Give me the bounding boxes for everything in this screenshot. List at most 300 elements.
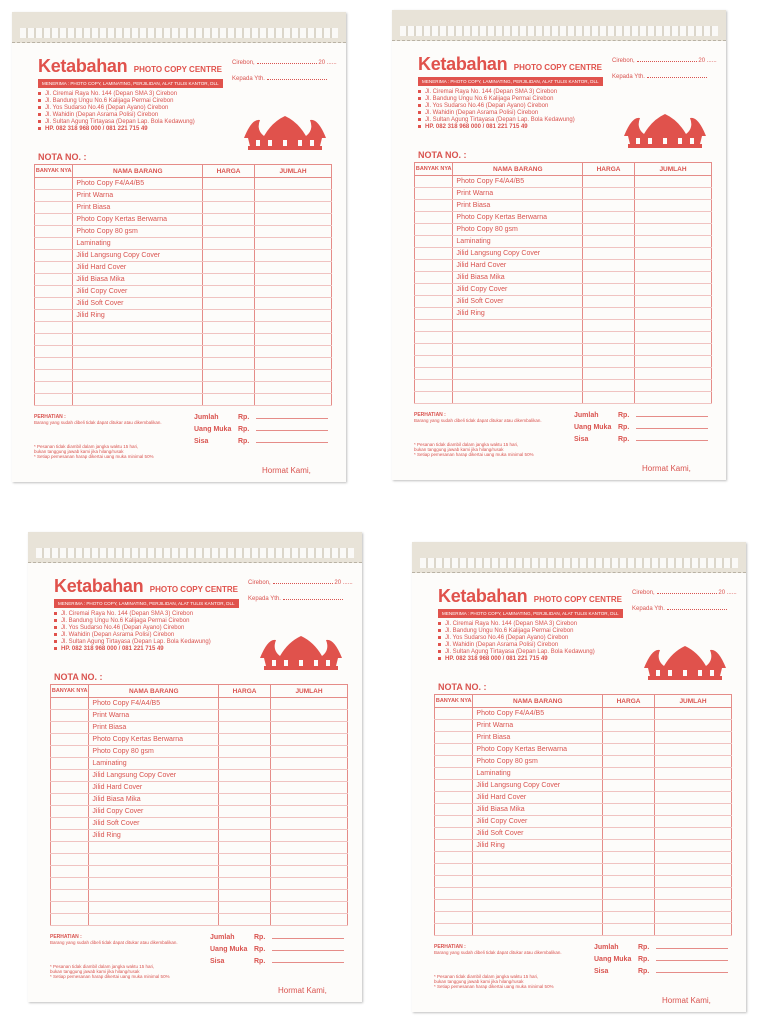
item-name-cell	[89, 842, 219, 854]
table-row	[35, 334, 332, 346]
table-row	[35, 370, 332, 382]
qty-cell	[51, 734, 89, 746]
rumah-gadang-logo	[622, 114, 708, 150]
phone-text: HP. 082 318 968 000 / 081 221 715 49	[445, 656, 548, 662]
address-list	[38, 91, 195, 133]
column-header: JUMLAH	[254, 165, 331, 178]
column-header: JUMLAH	[654, 695, 731, 708]
year-label: 20 ......	[334, 580, 353, 586]
totals-block	[210, 934, 344, 970]
terms-notes	[434, 974, 554, 989]
amount-cell	[254, 298, 331, 310]
total-value-line	[636, 428, 708, 429]
item-name-cell: Photo Copy 80 gsm	[453, 224, 583, 236]
price-cell	[203, 358, 255, 370]
qty-cell	[35, 202, 73, 214]
bullet-icon	[438, 636, 441, 639]
table-row	[435, 852, 732, 864]
address-text: Jl. Wahidin (Depan Asrama Polisi) Cirebon	[61, 632, 175, 638]
total-row	[194, 438, 328, 450]
item-name-cell: Jilid Ring	[73, 310, 203, 322]
amount-cell	[654, 720, 731, 732]
qty-cell	[51, 782, 89, 794]
item-name-cell: Jilid Hard Cover	[473, 792, 603, 804]
total-label: Jumlah	[574, 412, 599, 419]
qty-cell	[435, 840, 473, 852]
bullet-icon	[38, 92, 41, 95]
table-row	[435, 792, 732, 804]
table-row	[415, 236, 712, 248]
nota-number-label: NOTA NO. :	[418, 150, 467, 160]
amount-cell	[634, 260, 711, 272]
qty-cell	[35, 322, 73, 334]
price-cell	[219, 806, 271, 818]
item-name-cell: Jilid Langsung Copy Cover	[473, 780, 603, 792]
column-header: NAMA BARANG	[453, 163, 583, 176]
amount-cell	[270, 722, 347, 734]
footer-block	[434, 944, 732, 1005]
price-cell	[603, 780, 655, 792]
amount-cell	[634, 272, 711, 284]
item-name-cell	[453, 380, 583, 392]
item-name-cell	[473, 912, 603, 924]
table-row	[51, 914, 348, 926]
qty-cell	[35, 274, 73, 286]
table-row	[35, 298, 332, 310]
recipient-block	[632, 590, 737, 622]
address-line	[54, 632, 211, 639]
table-row	[415, 200, 712, 212]
bullet-icon	[418, 118, 421, 121]
phone-line	[54, 646, 211, 653]
city-label: Cirebon,	[612, 58, 635, 64]
nota-number-label: NOTA NO. :	[54, 672, 103, 682]
item-name-cell	[473, 900, 603, 912]
item-name-cell: Photo Copy F4/A4/B5	[73, 178, 203, 190]
item-name-cell: Jilid Biasa Mika	[473, 804, 603, 816]
item-name-cell	[453, 332, 583, 344]
table-row	[51, 842, 348, 854]
phone-line	[438, 656, 595, 663]
item-name-cell	[89, 890, 219, 902]
table-row	[435, 912, 732, 924]
services-banner: MENERIMA : PHOTO COPY, LAMINATING, PERJILIDAN, ALAT TULIS KANTOR, DLL	[38, 79, 223, 88]
item-name-cell: Print Biasa	[473, 732, 603, 744]
item-name-cell: Photo Copy F4/A4/B5	[473, 708, 603, 720]
rumah-gadang-logo	[642, 646, 728, 682]
nota-number-label: NOTA NO. :	[38, 152, 87, 162]
total-label: Sisa	[194, 438, 209, 445]
brand-header	[418, 54, 602, 75]
amount-cell	[254, 202, 331, 214]
item-name-cell	[73, 358, 203, 370]
item-name-cell: Jilid Langsung Copy Cover	[73, 250, 203, 262]
price-cell	[603, 924, 655, 936]
qty-cell	[51, 698, 89, 710]
total-row	[210, 946, 344, 958]
qty-cell	[35, 178, 73, 190]
price-cell	[219, 902, 271, 914]
perhatian-text: Barang yang sudah dibeli tidak dapat ditukar atau dikembalikan.	[414, 418, 542, 423]
price-cell	[583, 308, 635, 320]
table-row	[415, 212, 712, 224]
currency-label: Rp.	[254, 958, 266, 965]
table-row	[35, 310, 332, 322]
amount-cell	[634, 356, 711, 368]
item-name-cell: Photo Copy Kertas Berwarna	[73, 214, 203, 226]
item-name-cell: Laminating	[453, 236, 583, 248]
amount-cell	[254, 214, 331, 226]
item-name-cell: Jilid Langsung Copy Cover	[453, 248, 583, 260]
bullet-icon	[418, 90, 421, 93]
table-row	[415, 176, 712, 188]
price-cell	[203, 262, 255, 274]
tear-edge	[400, 26, 718, 36]
qty-cell	[435, 792, 473, 804]
column-header: HARGA	[219, 685, 271, 698]
kepada-label: Kepada Yth.	[248, 596, 281, 602]
price-cell	[583, 224, 635, 236]
price-cell	[583, 356, 635, 368]
currency-label: Rp.	[638, 968, 650, 975]
price-cell	[583, 200, 635, 212]
year-label: 20 ......	[698, 58, 717, 64]
price-cell	[603, 828, 655, 840]
qty-cell	[435, 828, 473, 840]
term-note: * Pesanan tidak diambil dalam jangka waktu 15 hari,	[434, 974, 539, 979]
total-label: Jumlah	[594, 944, 619, 951]
amount-cell	[654, 780, 731, 792]
amount-cell	[270, 806, 347, 818]
price-cell	[203, 334, 255, 346]
amount-cell	[270, 914, 347, 926]
item-name-cell: Jilid Soft Cover	[473, 828, 603, 840]
table-row	[435, 744, 732, 756]
brand-name: Ketabahan	[418, 54, 508, 74]
address-line	[38, 105, 195, 112]
amount-cell	[634, 368, 711, 380]
amount-cell	[270, 794, 347, 806]
qty-cell	[415, 320, 453, 332]
amount-cell	[634, 248, 711, 260]
item-name-cell	[473, 924, 603, 936]
total-row	[574, 424, 708, 436]
price-cell	[203, 226, 255, 238]
total-label: Sisa	[574, 436, 589, 443]
amount-cell	[634, 200, 711, 212]
closing-signature: Hormat Kami,	[642, 464, 691, 473]
price-cell	[603, 876, 655, 888]
perhatian-label: PERHATIAN :	[50, 934, 82, 940]
pad-binding	[12, 12, 346, 43]
price-cell	[583, 380, 635, 392]
recipient-line	[647, 77, 707, 78]
table-row	[51, 890, 348, 902]
table-row	[35, 178, 332, 190]
price-cell	[219, 734, 271, 746]
amount-cell	[254, 178, 331, 190]
address-line	[438, 628, 595, 635]
perhatian-label: PERHATIAN :	[434, 944, 466, 950]
table-header-row	[435, 695, 732, 708]
price-cell	[219, 914, 271, 926]
amount-cell	[654, 744, 731, 756]
receipt-pad	[28, 532, 362, 1002]
amount-cell	[270, 878, 347, 890]
price-cell	[583, 236, 635, 248]
amount-cell	[654, 732, 731, 744]
table-row	[415, 224, 712, 236]
item-name-cell	[473, 888, 603, 900]
address-line	[54, 639, 211, 646]
table-row	[435, 804, 732, 816]
column-header: NAMA BARANG	[473, 695, 603, 708]
amount-cell	[254, 394, 331, 406]
amount-cell	[654, 792, 731, 804]
item-name-cell	[453, 392, 583, 404]
table-row	[415, 284, 712, 296]
address-text: Jl. Yos Sudarso No.46 (Depan Ayano) Cirebon	[45, 105, 169, 111]
kepada-label: Kepada Yth.	[232, 76, 265, 82]
address-line	[438, 649, 595, 656]
brand-header	[54, 576, 238, 597]
qty-cell	[435, 816, 473, 828]
date-line	[257, 63, 317, 64]
table-row	[435, 768, 732, 780]
recipient-block	[248, 580, 353, 612]
table-row	[415, 260, 712, 272]
totals-block	[574, 412, 708, 448]
bullet-icon	[438, 622, 441, 625]
total-label: Uang Muka	[194, 426, 232, 433]
item-name-cell	[73, 322, 203, 334]
table-row	[435, 888, 732, 900]
qty-cell	[35, 190, 73, 202]
qty-cell	[415, 176, 453, 188]
amount-cell	[634, 320, 711, 332]
total-row	[574, 412, 708, 424]
term-note: * Pesanan tidak diambil dalam jangka waktu 15 hari,	[34, 444, 139, 449]
table-row	[435, 876, 732, 888]
qty-cell	[51, 794, 89, 806]
address-line	[438, 642, 595, 649]
amount-cell	[270, 890, 347, 902]
address-line	[38, 119, 195, 126]
amount-cell	[654, 840, 731, 852]
price-cell	[219, 746, 271, 758]
item-name-cell: Jilid Copy Cover	[473, 816, 603, 828]
item-name-cell: Jilid Hard Cover	[453, 260, 583, 272]
qty-cell	[435, 804, 473, 816]
brand-name: Ketabahan	[54, 576, 144, 596]
item-name-cell: Jilid Hard Cover	[73, 262, 203, 274]
total-value-line	[656, 972, 728, 973]
address-line	[418, 96, 575, 103]
year-label: 20 ......	[318, 60, 337, 66]
price-cell	[219, 866, 271, 878]
price-cell	[219, 878, 271, 890]
qty-cell	[35, 262, 73, 274]
bullet-icon	[438, 650, 441, 653]
amount-cell	[634, 332, 711, 344]
item-name-cell: Print Warna	[453, 188, 583, 200]
qty-cell	[415, 248, 453, 260]
price-cell	[583, 188, 635, 200]
table-row	[51, 722, 348, 734]
amount-cell	[654, 852, 731, 864]
table-row	[415, 344, 712, 356]
price-cell	[603, 912, 655, 924]
item-name-cell: Jilid Hard Cover	[89, 782, 219, 794]
item-name-cell: Jilid Biasa Mika	[453, 272, 583, 284]
price-cell	[603, 900, 655, 912]
table-row	[415, 272, 712, 284]
phone-text: HP. 082 318 968 000 / 081 221 715 49	[61, 646, 164, 652]
qty-cell	[435, 768, 473, 780]
price-cell	[603, 732, 655, 744]
recipient-line	[267, 79, 327, 80]
price-cell	[219, 830, 271, 842]
qty-cell	[415, 332, 453, 344]
price-cell	[603, 744, 655, 756]
table-row	[51, 818, 348, 830]
qty-cell	[435, 912, 473, 924]
qty-cell	[51, 890, 89, 902]
amount-cell	[270, 842, 347, 854]
table-row	[35, 346, 332, 358]
perhatian-text: Barang yang sudah dibeli tidak dapat ditukar atau dikembalikan.	[50, 940, 178, 945]
qty-cell	[51, 830, 89, 842]
table-header-row	[415, 163, 712, 176]
total-label: Jumlah	[194, 414, 219, 421]
services-banner: MENERIMA : PHOTO COPY, LAMINATING, PERJILIDAN, ALAT TULIS KANTOR, DLL	[438, 609, 623, 618]
perhatian-label: PERHATIAN :	[34, 414, 66, 420]
price-cell	[203, 178, 255, 190]
footer-block	[50, 934, 348, 995]
item-name-cell: Print Warna	[473, 720, 603, 732]
table-row	[415, 320, 712, 332]
table-row	[435, 816, 732, 828]
date-line	[637, 61, 697, 62]
bullet-icon	[418, 111, 421, 114]
table-row	[51, 878, 348, 890]
price-cell	[203, 382, 255, 394]
address-text: Jl. Bandung Ungu No.6 Kalijaga Permai Cirebon	[425, 96, 554, 102]
item-name-cell: Jilid Copy Cover	[89, 806, 219, 818]
bullet-icon	[418, 125, 421, 128]
amount-cell	[654, 756, 731, 768]
amount-cell	[254, 310, 331, 322]
table-row	[435, 708, 732, 720]
amount-cell	[254, 334, 331, 346]
price-cell	[203, 394, 255, 406]
closing-signature: Hormat Kami,	[662, 996, 711, 1005]
total-row	[594, 968, 728, 980]
item-name-cell: Laminating	[473, 768, 603, 780]
address-text: Jl. Wahidin (Depan Asrama Polisi) Cirebon	[45, 112, 159, 118]
address-line	[418, 89, 575, 96]
qty-cell	[435, 780, 473, 792]
total-value-line	[256, 442, 328, 443]
bullet-icon	[418, 104, 421, 107]
receipt-pad	[412, 542, 746, 1012]
item-name-cell: Jilid Soft Cover	[453, 296, 583, 308]
qty-cell	[35, 310, 73, 322]
table-row	[435, 756, 732, 768]
item-name-cell: Jilid Copy Cover	[453, 284, 583, 296]
bullet-icon	[38, 106, 41, 109]
footer-block	[414, 412, 712, 473]
item-name-cell	[73, 394, 203, 406]
closing-signature: Hormat Kami,	[262, 466, 311, 475]
tear-edge	[420, 558, 738, 568]
item-name-cell: Jilid Soft Cover	[73, 298, 203, 310]
bullet-icon	[54, 619, 57, 622]
amount-cell	[654, 912, 731, 924]
term-note: bukan tanggung jawab kami jika hilang/rusak	[34, 449, 124, 454]
table-row	[435, 720, 732, 732]
qty-cell	[415, 284, 453, 296]
address-text: Jl. Yos Sudarso No.46 (Depan Ayano) Cirebon	[445, 635, 569, 641]
bullet-icon	[54, 612, 57, 615]
qty-cell	[35, 370, 73, 382]
qty-cell	[51, 722, 89, 734]
items-table	[34, 164, 332, 406]
terms-notes	[414, 442, 534, 457]
bullet-icon	[438, 657, 441, 660]
pad-binding	[412, 542, 746, 573]
price-cell	[219, 710, 271, 722]
qty-cell	[415, 260, 453, 272]
address-text: Jl. Ciremai Raya No. 144 (Depan SMA 3) Cirebon	[45, 91, 178, 97]
address-text: Jl. Yos Sudarso No.46 (Depan Ayano) Cirebon	[425, 103, 549, 109]
qty-cell	[435, 864, 473, 876]
rumah-gadang-logo	[258, 636, 344, 672]
qty-cell	[51, 914, 89, 926]
item-name-cell	[473, 864, 603, 876]
nota-number-label: NOTA NO. :	[438, 682, 487, 692]
item-name-cell	[89, 878, 219, 890]
recipient-line	[283, 599, 343, 600]
brand-subtitle: PHOTO COPY CENTRE	[133, 65, 222, 74]
pad-binding	[28, 532, 362, 563]
item-name-cell: Jilid Soft Cover	[89, 818, 219, 830]
table-row	[35, 286, 332, 298]
address-text: Jl. Bandung Ungu No.6 Kalijaga Permai Cirebon	[45, 98, 174, 104]
price-cell	[219, 698, 271, 710]
price-cell	[603, 756, 655, 768]
item-name-cell	[453, 320, 583, 332]
price-cell	[203, 274, 255, 286]
total-row	[210, 934, 344, 946]
qty-cell	[435, 708, 473, 720]
address-line	[418, 117, 575, 124]
qty-cell	[35, 394, 73, 406]
date-line	[657, 593, 717, 594]
price-cell	[219, 770, 271, 782]
bullet-icon	[38, 99, 41, 102]
currency-label: Rp.	[618, 436, 630, 443]
total-label: Sisa	[210, 958, 225, 965]
amount-cell	[270, 902, 347, 914]
table-row	[415, 392, 712, 404]
address-text: Jl. Bandung Ungu No.6 Kalijaga Permai Cirebon	[445, 628, 574, 634]
amount-cell	[634, 212, 711, 224]
price-cell	[603, 852, 655, 864]
item-name-cell	[453, 368, 583, 380]
item-name-cell: Print Biasa	[73, 202, 203, 214]
table-header-row	[51, 685, 348, 698]
